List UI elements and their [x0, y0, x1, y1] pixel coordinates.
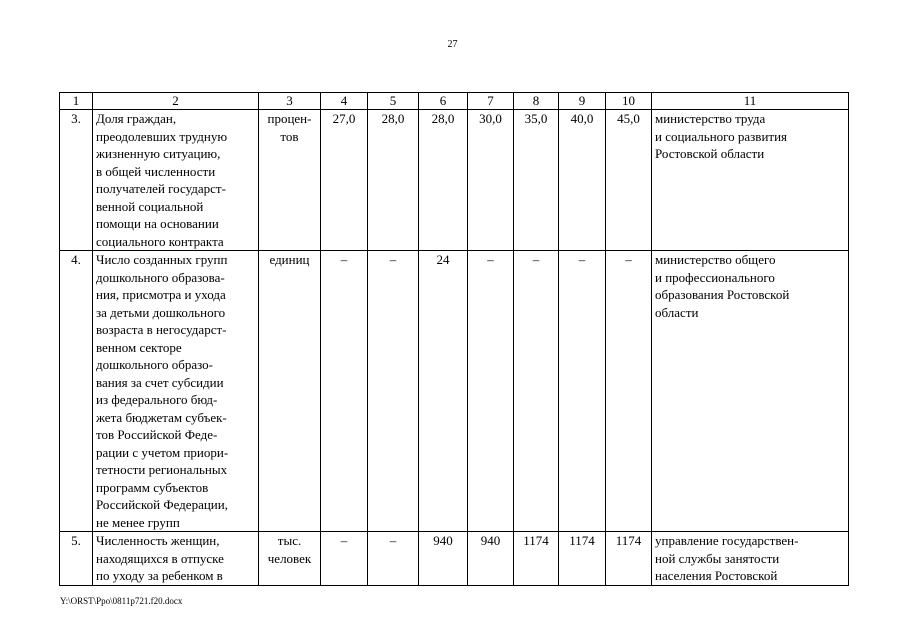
column-number-header: 4 [321, 93, 368, 110]
value-cell: 27,0 [321, 110, 368, 251]
value-cell: 28,0 [368, 110, 419, 251]
value-cell: 1174 [559, 532, 606, 586]
column-number-header: 1 [60, 93, 93, 110]
page-number: 27 [447, 39, 458, 50]
value-cell: – [514, 251, 559, 532]
value-cell: 30,0 [468, 110, 514, 251]
table-row [60, 251, 849, 532]
column-number-header: 11 [652, 93, 849, 110]
value-cell: 35,0 [514, 110, 559, 251]
value-cell: 40,0 [559, 110, 606, 251]
column-number-header: 9 [559, 93, 606, 110]
row-number: 5. [60, 532, 93, 586]
indicator-name: Число созданных групп дошкольного образова- ния, присмотра и ухода за детьми дошкольного возраста в негосударст- венном секторе дошкольного образо- вания за счет субсидии из федерального бюд- жета бюджетам субъек- тов Российской Феде- рации с учетом приори- тетности региональных программ субъектов Российской Федерации, не менее групп [93, 251, 259, 532]
row-number: 4. [60, 251, 93, 532]
responsible-cell: министерство труда и социального развития Ростовской области [652, 110, 849, 251]
column-number-header: 5 [368, 93, 419, 110]
indicators-table [59, 92, 849, 586]
table-row [60, 110, 849, 251]
value-cell: 28,0 [419, 110, 468, 251]
column-number-header: 3 [259, 93, 321, 110]
value-cell: 45,0 [606, 110, 652, 251]
footer-file-path: Y:\ORST\Ppo\0811p721.f20.docx [60, 596, 183, 606]
indicator-name: Доля граждан, преодолевших трудную жизненную ситуацию, в общей численности получателей государст- венной социальной помощи на основании социального контракта [93, 110, 259, 251]
value-cell: 24 [419, 251, 468, 532]
column-number-header: 2 [93, 93, 259, 110]
value-cell: – [368, 251, 419, 532]
unit-cell: единиц [259, 251, 321, 532]
column-number-header: 7 [468, 93, 514, 110]
responsible-cell: управление государствен- ной службы занятости населения Ростовской [652, 532, 849, 586]
value-cell: 940 [468, 532, 514, 586]
column-number-row [60, 93, 849, 110]
value-cell: 1174 [514, 532, 559, 586]
value-cell: – [559, 251, 606, 532]
value-cell: 940 [419, 532, 468, 586]
value-cell: 1174 [606, 532, 652, 586]
value-cell: – [321, 251, 368, 532]
value-cell: – [468, 251, 514, 532]
table-row [60, 532, 849, 586]
value-cell: – [606, 251, 652, 532]
column-number-header: 8 [514, 93, 559, 110]
responsible-cell: министерство общего и профессионального образования Ростовской области [652, 251, 849, 532]
column-number-header: 6 [419, 93, 468, 110]
value-cell: – [368, 532, 419, 586]
unit-cell: тыс. человек [259, 532, 321, 586]
unit-cell: процен- тов [259, 110, 321, 251]
value-cell: – [321, 532, 368, 586]
column-number-header: 10 [606, 93, 652, 110]
row-number: 3. [60, 110, 93, 251]
indicator-name: Численность женщин, находящихся в отпуске по уходу за ребенком в [93, 532, 259, 586]
